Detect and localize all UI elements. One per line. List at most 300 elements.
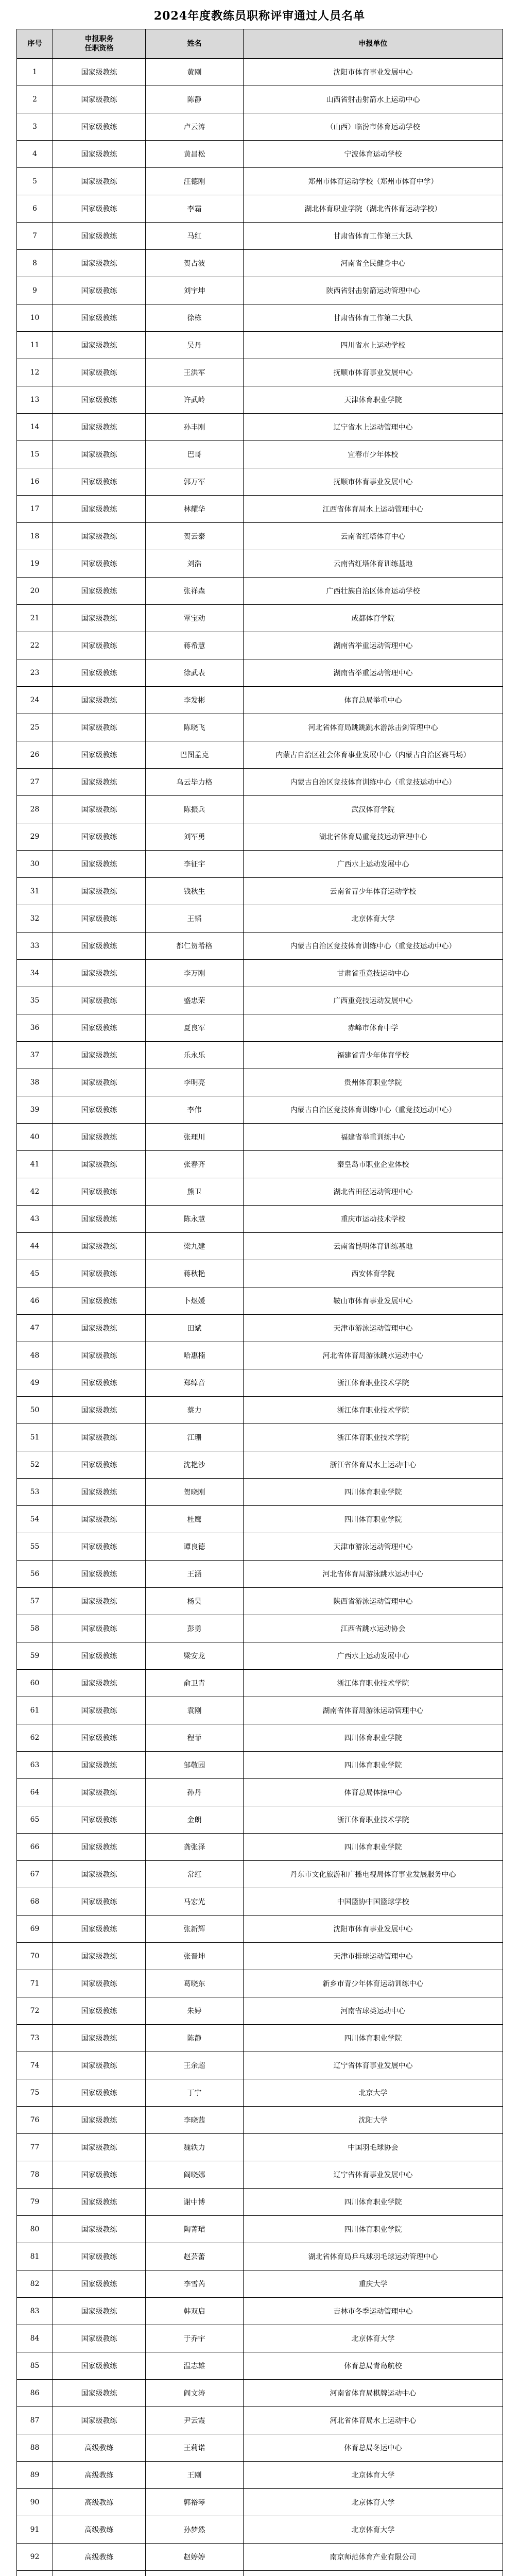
table-row [17, 168, 503, 195]
cell-name: 江珊 [146, 1424, 244, 1451]
cell-level: 国家级教练 [53, 141, 146, 168]
cell-unit: 抚顺市体育事业发展中心 [244, 359, 503, 386]
table-row [17, 1697, 503, 1724]
cell-unit: 河北省体育局游泳跳水运动中心 [244, 1342, 503, 1369]
cell-level: 国家级教练 [53, 1233, 146, 1260]
cell-level: 高级教练 [53, 2544, 146, 2571]
cell-name: 黄刚 [146, 59, 244, 86]
cell-name: 盛忠荣 [146, 987, 244, 1014]
cell-name: 卢云涛 [146, 113, 244, 141]
cell-name: 孙丹 [146, 1779, 244, 1806]
table-row [17, 2462, 503, 2489]
cell-level: 国家级教练 [53, 632, 146, 659]
cell-name: 徐栋 [146, 304, 244, 332]
cell-level: 国家级教练 [53, 223, 146, 250]
cell-unit: 广西壮族自治区体育运动学校 [244, 578, 503, 605]
cell-unit: 郑州市体育运动学校（郑州市体育中学） [244, 168, 503, 195]
cell-unit: 江西省体育局水上运动管理中心 [244, 496, 503, 523]
cell-name: 李伟 [146, 1096, 244, 1124]
cell-seq: 61 [17, 1697, 53, 1724]
cell-unit: 四川体育职业学院 [244, 2025, 503, 2052]
cell-unit: 河南省全民健身中心 [244, 250, 503, 277]
header-level-line1: 申报职务 [84, 35, 114, 43]
table-row [17, 1588, 503, 1615]
table-row [17, 141, 503, 168]
cell-seq: 64 [17, 1779, 53, 1806]
header-seq: 序号 [17, 29, 53, 59]
cell-name [146, 2571, 244, 2576]
cell-unit: 四川体育职业学院 [244, 1752, 503, 1779]
cell-name: 贺占波 [146, 250, 244, 277]
cell-level: 国家级教练 [53, 1533, 146, 1561]
table-row [17, 332, 503, 359]
cell-seq: 45 [17, 1260, 53, 1287]
cell-level: 国家级教练 [53, 2107, 146, 2134]
cell-level: 国家级教练 [53, 2052, 146, 2079]
cell-unit: 辽宁省水上运动管理中心 [244, 414, 503, 441]
cell-unit: 辽宁省体育事业发展中心 [244, 2052, 503, 2079]
cell-level: 国家级教练 [53, 1834, 146, 1861]
cell-unit: 中国羽毛球协会 [244, 2134, 503, 2161]
cell-seq: 38 [17, 1069, 53, 1096]
cell-name: 张晋坤 [146, 1943, 244, 1970]
cell-name: 谭良德 [146, 1533, 244, 1561]
table-row [17, 1287, 503, 1315]
table-row [17, 2298, 503, 2325]
cell-level: 国家级教练 [53, 1916, 146, 1943]
cell-seq: 49 [17, 1369, 53, 1397]
cell-name: 陈永慧 [146, 1206, 244, 1233]
cell-unit: 体育总局青岛航校 [244, 2352, 503, 2380]
cell-seq: 74 [17, 2052, 53, 2079]
cell-level: 国家级教练 [53, 1096, 146, 1124]
cell-name: 林耀华 [146, 496, 244, 523]
cell-name: 吴丹 [146, 332, 244, 359]
cell-unit: 重庆市运动技术学校 [244, 1206, 503, 1233]
cell-name: 陈静 [146, 86, 244, 113]
table-row [17, 769, 503, 796]
cell-level: 国家级教练 [53, 1615, 146, 1642]
table-row [17, 2216, 503, 2243]
cell-name: 陶菁珺 [146, 2216, 244, 2243]
cell-unit: 福建省举重训练中心 [244, 1124, 503, 1151]
cell-seq: 91 [17, 2516, 53, 2544]
cell-level: 国家级教练 [53, 1752, 146, 1779]
cell-name: 陈晓飞 [146, 714, 244, 741]
table-row [17, 905, 503, 933]
table-row [17, 2434, 503, 2462]
cell-seq: 75 [17, 2079, 53, 2107]
cell-seq: 48 [17, 1342, 53, 1369]
cell-seq: 20 [17, 578, 53, 605]
cell-seq: 13 [17, 386, 53, 414]
cell-unit: 云南省昆明体育训练基地 [244, 1233, 503, 1260]
cell-unit: 四川体育职业学院 [244, 1834, 503, 1861]
cell-level: 国家级教练 [53, 933, 146, 960]
cell-unit: 内蒙古自治区竞技体育训练中心（重竞技运动中心） [244, 1096, 503, 1124]
cell-level: 国家级教练 [53, 578, 146, 605]
cell-level: 国家级教练 [53, 1479, 146, 1506]
cell-unit: 吉林市冬季运动管理中心 [244, 2298, 503, 2325]
cell-seq: 10 [17, 304, 53, 332]
cell-unit: 四川体育职业学院 [244, 2189, 503, 2216]
table-header-row [17, 29, 503, 59]
cell-level: 国家级教练 [53, 304, 146, 332]
table-row [17, 2079, 503, 2107]
cell-unit: 北京体育大学 [244, 2489, 503, 2516]
table-row [17, 2544, 503, 2571]
cell-unit: 体育总局冬运中心 [244, 2434, 503, 2462]
cell-name: 刘浩 [146, 550, 244, 578]
cell-level: 国家级教练 [53, 386, 146, 414]
table-row [17, 1861, 503, 1888]
cell-unit: 成都体育学院 [244, 605, 503, 632]
cell-unit: 甘肃省重竞技运动中心 [244, 960, 503, 987]
cell-name: 刘宇坤 [146, 277, 244, 304]
table-row [17, 2025, 503, 2052]
cell-seq: 43 [17, 1206, 53, 1233]
cell-unit: 河北省体育局跳跳跳水游泳击剑管理中心 [244, 714, 503, 741]
table-row [17, 1670, 503, 1697]
table-row [17, 1561, 503, 1588]
cell-unit: 西安体育学院 [244, 1260, 503, 1287]
cell-level: 国家级教练 [53, 1861, 146, 1888]
cell-name: 程菲 [146, 1724, 244, 1752]
cell-seq: 44 [17, 1233, 53, 1260]
cell-name: 乐永乐 [146, 1042, 244, 1069]
table-row [17, 1997, 503, 2025]
cell-level: 高级教练 [53, 2489, 146, 2516]
header-level [53, 29, 146, 59]
cell-unit: 中国篮协中国篮球学校 [244, 1888, 503, 1916]
cell-name: 郭万军 [146, 468, 244, 496]
cell-unit: 云南省红塔体育中心 [244, 523, 503, 550]
cell-name: 朱婷 [146, 1997, 244, 2025]
results-table [16, 29, 503, 2576]
cell-seq: 39 [17, 1096, 53, 1124]
table-row [17, 851, 503, 878]
cell-name: 哈惠楠 [146, 1342, 244, 1369]
cell-unit: 云南省红塔体育训练基地 [244, 550, 503, 578]
table-row [17, 1233, 503, 1260]
cell-seq: 85 [17, 2352, 53, 2380]
cell-unit: 沈阳市体育事业发展中心 [244, 1916, 503, 1943]
cell-unit: 云南省青少年体育运动学校 [244, 878, 503, 905]
cell-level: 国家级教练 [53, 2298, 146, 2325]
cell-name: 杜鹰 [146, 1506, 244, 1533]
cell-name: 李晓茜 [146, 2107, 244, 2134]
cell-name: 温志雄 [146, 2352, 244, 2380]
cell-seq: 62 [17, 1724, 53, 1752]
cell-unit: 宜春市少年体校 [244, 441, 503, 468]
cell-level: 国家级教练 [53, 468, 146, 496]
cell-level: 高级教练 [53, 2462, 146, 2489]
cell-level: 国家级教练 [53, 1506, 146, 1533]
cell-level: 国家级教练 [53, 1997, 146, 2025]
cell-level: 国家级教练 [53, 1588, 146, 1615]
cell-unit: 南京师范体育产业有限公司 [244, 2544, 503, 2571]
cell-unit: 武汉体育学院 [244, 796, 503, 823]
table-row [17, 550, 503, 578]
cell-seq: 78 [17, 2161, 53, 2189]
cell-unit: 广西水上运动发展中心 [244, 1642, 503, 1670]
table-row [17, 578, 503, 605]
cell-unit: 河北省体育局水上运动中心 [244, 2407, 503, 2434]
cell-name: 蒋秋艳 [146, 1260, 244, 1287]
cell-seq: 22 [17, 632, 53, 659]
cell-level: 国家级教练 [53, 59, 146, 86]
cell-unit: 甘肃省体育工作第三大队 [244, 223, 503, 250]
cell-name: 陈静 [146, 2025, 244, 2052]
table-row [17, 113, 503, 141]
cell-seq: 42 [17, 1178, 53, 1206]
table-row [17, 1260, 503, 1287]
table-row [17, 277, 503, 304]
table-row [17, 1752, 503, 1779]
cell-seq: 12 [17, 359, 53, 386]
cell-unit: 福建省青少年体育学校 [244, 1042, 503, 1069]
cell-name: 王洪军 [146, 359, 244, 386]
cell-level: 国家级教练 [53, 605, 146, 632]
cell-level: 国家级教练 [53, 687, 146, 714]
table-row [17, 933, 503, 960]
table-row [17, 632, 503, 659]
cell-level: 国家级教练 [53, 905, 146, 933]
cell-level: 国家级教练 [53, 741, 146, 769]
cell-level: 国家级教练 [53, 1561, 146, 1588]
cell-name: 王余超 [146, 2052, 244, 2079]
cell-unit: 江西省跳水运动协会 [244, 1615, 503, 1642]
cell-seq: 33 [17, 933, 53, 960]
cell-unit: 沈阳大学 [244, 2107, 503, 2134]
cell-seq: 52 [17, 1451, 53, 1479]
table-row [17, 1506, 503, 1533]
cell-seq: 56 [17, 1561, 53, 1588]
cell-unit: 北京大学 [244, 2079, 503, 2107]
table-row [17, 223, 503, 250]
cell-name: 巴哥 [146, 441, 244, 468]
cell-name: 杨昊 [146, 1588, 244, 1615]
cell-level: 高级教练 [53, 2434, 146, 2462]
cell-seq: 35 [17, 987, 53, 1014]
cell-unit: 鞍山市体育事业发展中心 [244, 1287, 503, 1315]
cell-name: 阎晓娜 [146, 2161, 244, 2189]
cell-unit: 四川体育职业学院 [244, 1479, 503, 1506]
cell-seq [17, 2571, 53, 2576]
cell-level: 国家级教练 [53, 1069, 146, 1096]
table-row [17, 441, 503, 468]
cell-seq: 60 [17, 1670, 53, 1697]
cell-seq: 41 [17, 1151, 53, 1178]
table-row [17, 1943, 503, 1970]
cell-name: 沈艳沙 [146, 1451, 244, 1479]
cell-level: 国家级教练 [53, 2352, 146, 2380]
cell-level: 国家级教练 [53, 1369, 146, 1397]
cell-unit: 浙江体育职业技术学院 [244, 1670, 503, 1697]
cell-name: 李发彬 [146, 687, 244, 714]
cell-seq: 80 [17, 2216, 53, 2243]
cell-level: 国家级教练 [53, 851, 146, 878]
table-row [17, 2516, 503, 2544]
cell-seq: 25 [17, 714, 53, 741]
cell-name: 常红 [146, 1861, 244, 1888]
cell-name: 钱秋生 [146, 878, 244, 905]
cell-name: 王涵 [146, 1561, 244, 1588]
cell-unit: 新乡市青少年体育运动训练中心 [244, 1970, 503, 1997]
cell-seq: 70 [17, 1943, 53, 1970]
cell-seq: 77 [17, 2134, 53, 2161]
cell-name: 徐武表 [146, 659, 244, 687]
cell-name: 尹云霞 [146, 2407, 244, 2434]
table-row [17, 1124, 503, 1151]
cell-level: 国家级教练 [53, 168, 146, 195]
cell-seq: 51 [17, 1424, 53, 1451]
cell-name: 梁安龙 [146, 1642, 244, 1670]
table-row [17, 1069, 503, 1096]
cell-level: 国家级教练 [53, 2243, 146, 2270]
cell-level: 国家级教练 [53, 2325, 146, 2352]
cell-seq: 79 [17, 2189, 53, 2216]
table-row [17, 1834, 503, 1861]
cell-level: 国家级教练 [53, 359, 146, 386]
cell-level: 国家级教练 [53, 441, 146, 468]
cell-seq: 23 [17, 659, 53, 687]
header-unit: 申报单位 [244, 29, 503, 59]
cell-seq: 65 [17, 1806, 53, 1834]
header-name: 姓名 [146, 29, 244, 59]
cell-name: 金朗 [146, 1806, 244, 1834]
cell-level: 国家级教练 [53, 878, 146, 905]
cell-seq: 27 [17, 769, 53, 796]
table-row [17, 823, 503, 851]
table-row [17, 878, 503, 905]
cell-level: 国家级教练 [53, 496, 146, 523]
table-row [17, 987, 503, 1014]
cell-level: 国家级教练 [53, 1697, 146, 1724]
cell-seq: 32 [17, 905, 53, 933]
cell-seq: 1 [17, 59, 53, 86]
cell-name: 龚张泽 [146, 1834, 244, 1861]
cell-seq: 28 [17, 796, 53, 823]
cell-unit: 赤峰市体育中学 [244, 1014, 503, 1042]
table-row [17, 1970, 503, 1997]
cell-level: 国家级教练 [53, 1042, 146, 1069]
cell-level: 国家级教练 [53, 1724, 146, 1752]
cell-level: 国家级教练 [53, 1970, 146, 1997]
table-row [17, 1096, 503, 1124]
table-row [17, 1724, 503, 1752]
cell-unit: 四川体育职业学院 [244, 1724, 503, 1752]
cell-seq: 66 [17, 1834, 53, 1861]
cell-level: 国家级教练 [53, 1178, 146, 1206]
cell-seq: 73 [17, 2025, 53, 2052]
table-row [17, 414, 503, 441]
cell-unit: 重庆大学 [244, 2270, 503, 2298]
table-row [17, 59, 503, 86]
cell-name: 俞卫青 [146, 1670, 244, 1697]
table-row [17, 2107, 503, 2134]
table-row [17, 2052, 503, 2079]
cell-name: 蔡力 [146, 1397, 244, 1424]
cell-level: 国家级教练 [53, 823, 146, 851]
cell-level: 国家级教练 [53, 1206, 146, 1233]
cell-name: 陈振兵 [146, 796, 244, 823]
cell-unit: 甘肃省体育工作第二大队 [244, 304, 503, 332]
cell-name: 黄昌松 [146, 141, 244, 168]
table-row [17, 523, 503, 550]
cell-unit: 体育总局体操中心 [244, 1779, 503, 1806]
table-row [17, 714, 503, 741]
cell-name: 于乔宇 [146, 2325, 244, 2352]
cell-seq: 29 [17, 823, 53, 851]
cell-level: 国家级教练 [53, 1451, 146, 1479]
table-row [17, 1042, 503, 1069]
cell-seq: 76 [17, 2107, 53, 2134]
cell-seq: 47 [17, 1315, 53, 1342]
table-row [17, 1451, 503, 1479]
cell-unit: 四川省水上运动学校 [244, 332, 503, 359]
cell-unit: 河南省体育局棋牌运动中心 [244, 2380, 503, 2407]
cell-unit: 广西重竞技运动发展中心 [244, 987, 503, 1014]
cell-unit: 沈阳市体育事业发展中心 [244, 59, 503, 86]
cell-seq: 36 [17, 1014, 53, 1042]
cell-seq: 72 [17, 1997, 53, 2025]
cell-name: 覃宝动 [146, 605, 244, 632]
cell-unit: 湖北省体育局重竞技运动管理中心 [244, 823, 503, 851]
cell-seq: 24 [17, 687, 53, 714]
cell-unit: 辽宁省体育事业发展中心 [244, 2161, 503, 2189]
cell-unit: 湖南省举重运动管理中心 [244, 659, 503, 687]
cell-unit: 贵州体育职业学院 [244, 1069, 503, 1096]
cell-unit: 天津市排球运动管理中心 [244, 1943, 503, 1970]
table-body [17, 59, 503, 2576]
cell-unit: 河南省球类运动中心 [244, 1997, 503, 2025]
cell-level: 国家级教练 [53, 550, 146, 578]
cell-name: 都仁贺希格 [146, 933, 244, 960]
table-row [17, 2161, 503, 2189]
table-row [17, 2380, 503, 2407]
table-row [17, 1151, 503, 1178]
cell-unit: 浙江体育职业技术学院 [244, 1424, 503, 1451]
cell-name: 李征宇 [146, 851, 244, 878]
cell-name: 乌云毕力格 [146, 769, 244, 796]
cell-unit: 天津市游泳运动管理中心 [244, 1533, 503, 1561]
cell-name: 李明亮 [146, 1069, 244, 1096]
cell-name: 田斌 [146, 1315, 244, 1342]
cell-name: 汪德刚 [146, 168, 244, 195]
cell-level: 国家级教练 [53, 714, 146, 741]
document-title: 2024年度教练员职称评审通过人员名单 [153, 9, 366, 23]
cell-name: 郑绰音 [146, 1369, 244, 1397]
cell-unit: 天津体育职业学院 [244, 386, 503, 414]
cell-level: 国家级教练 [53, 332, 146, 359]
cell-name: 马宏光 [146, 1888, 244, 1916]
cell-unit: 陕西省射击射箭运动管理中心 [244, 277, 503, 304]
cell-name: 王刚 [146, 2462, 244, 2489]
table-row [17, 687, 503, 714]
cell-name: 王韬 [146, 905, 244, 933]
cell-level: 国家级教练 [53, 1943, 146, 1970]
cell-name: 韩双启 [146, 2298, 244, 2325]
cell-seq: 90 [17, 2489, 53, 2516]
cell-seq: 83 [17, 2298, 53, 2325]
header-level-line2: 任职资格 [84, 44, 114, 53]
cell-name: 马红 [146, 223, 244, 250]
cell-level [53, 2571, 146, 2576]
table-row [17, 2352, 503, 2380]
cell-seq: 88 [17, 2434, 53, 2462]
cell-seq: 46 [17, 1287, 53, 1315]
